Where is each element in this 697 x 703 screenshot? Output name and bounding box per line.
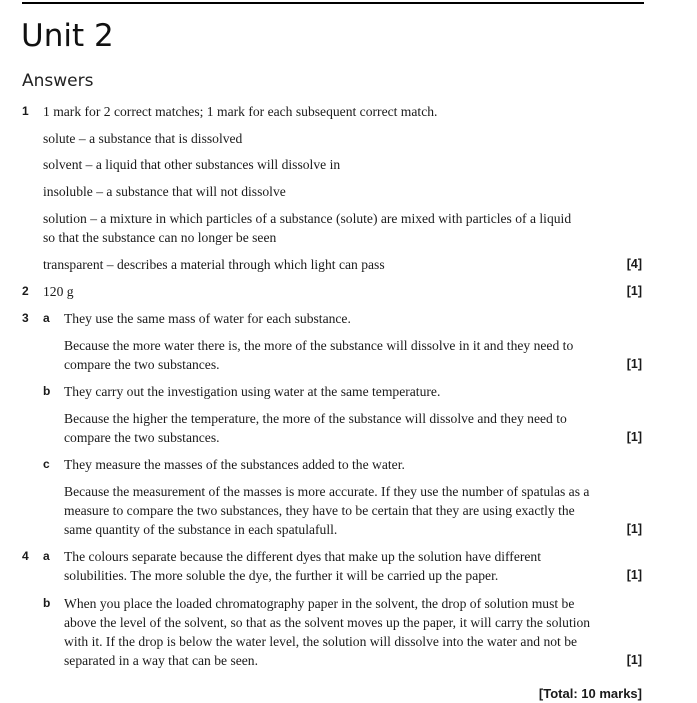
q2-answer: 120 g (43, 284, 74, 299)
q3c-reason-line3: same quantity of the substance in each spatulafull. (64, 522, 338, 537)
q1-match-solution: solution – a mixture in which particles of a substance (solute) are mixed with particles of a liquid (43, 211, 572, 226)
q3b-reason-line1: Because the higher the temperature, the more of the substance will dissolve and they need to (64, 411, 567, 426)
q4a-label: a (43, 549, 50, 563)
q1-match-insoluble: insoluble – a substance that will not dissolve (43, 184, 286, 199)
q3b-answer: They carry out the investigation using water at the same temperature. (64, 384, 441, 399)
q2-mark: [1] (626, 284, 642, 298)
q1-match-solute: solute – a substance that is dissolved (43, 131, 243, 146)
q3a-answer: They use the same mass of water for each substance. (64, 311, 351, 326)
q4b-line2: above the level of the solvent, so that as the solvent moves up the paper, it will carry the solution (64, 615, 591, 630)
q3c-mark: [1] (626, 522, 642, 536)
q1-mark: [4] (626, 257, 642, 271)
q3a-reason-line2: compare the two substances. (64, 357, 220, 372)
q4b-line1: When you place the loaded chromatography paper in the solvent, the drop of solution must be (64, 596, 575, 611)
q3b-mark: [1] (626, 430, 642, 444)
q4b-line3: with it. If the drop is below the water level, the solution will dissolve into the water and not be (64, 634, 578, 649)
q1-match-solution-cont: so that the substance can no longer be seen (43, 230, 277, 245)
q3-number: 3 (22, 311, 29, 325)
q3c-label: c (43, 457, 50, 471)
q3c-reason-line2: measure to compare the two substances, they have to be certain that they are using exactly the (64, 503, 575, 518)
q3a-label: a (43, 311, 50, 325)
q3b-label: b (43, 384, 51, 398)
unit-title: Unit 2 (21, 18, 114, 54)
q4b-line4: separated in a way that can be seen. (64, 653, 258, 668)
q1-intro: 1 mark for 2 correct matches; 1 mark for each subsequent correct match. (43, 104, 438, 119)
q2-number: 2 (22, 284, 29, 298)
q3a-mark: [1] (626, 357, 642, 371)
q3b-reason-line2: compare the two substances. (64, 430, 220, 445)
section-title: Answers (22, 71, 94, 91)
top-rule (22, 2, 644, 4)
q4a-line2: solubilities. The more soluble the dye, the further it will be carried up the paper. (64, 568, 499, 583)
q4b-mark: [1] (626, 653, 642, 667)
q3a-reason-line1: Because the more water there is, the more of the substance will dissolve in it and they need to (64, 338, 574, 353)
q1-match-solvent: solvent – a liquid that other substances will dissolve in (43, 157, 341, 172)
q3c-reason-line1: Because the measurement of the masses is more accurate. If they use the number of spatulas as a (64, 484, 590, 499)
q4a-mark: [1] (626, 568, 642, 582)
q4-number: 4 (22, 549, 29, 563)
q4b-label: b (43, 596, 51, 610)
q3c-answer: They measure the masses of the substances added to the water. (64, 457, 405, 472)
q4a-line1: The colours separate because the different dyes that make up the solution have different (64, 549, 541, 564)
total-marks: [Total: 10 marks] (538, 686, 642, 701)
q1-number: 1 (22, 104, 29, 118)
q1-match-transparent: transparent – describes a material through which light can pass (43, 257, 385, 272)
